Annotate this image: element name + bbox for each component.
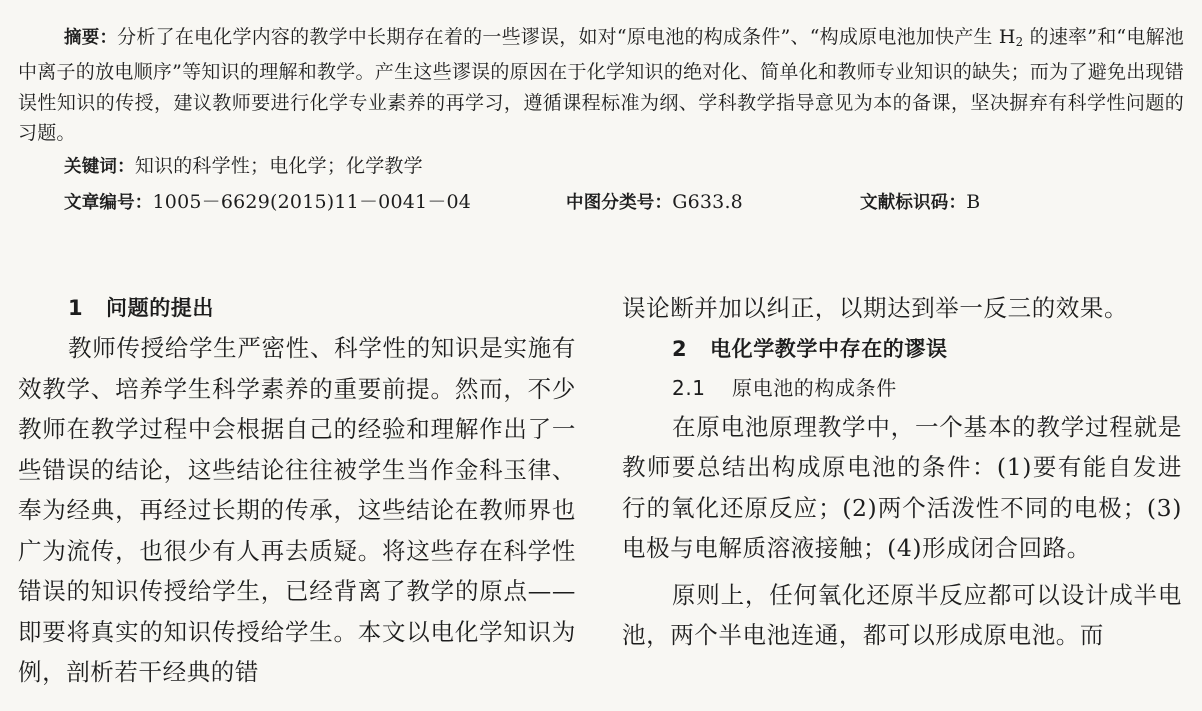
continuation-text: 误论断并加以纠正，以期达到举一反三的效果。 bbox=[622, 294, 1129, 322]
abstract-label: 摘要： bbox=[64, 28, 118, 48]
section-2-title: 电化学教学中存在的谬误 bbox=[710, 336, 948, 361]
section-1-number: 1 bbox=[68, 296, 84, 320]
section-2-number: 2 bbox=[672, 336, 688, 361]
clc-label: 中图分类号： bbox=[566, 192, 673, 213]
document-code bbox=[860, 184, 980, 221]
abstract-subscript: 2 bbox=[1015, 34, 1024, 49]
section-1-heading bbox=[18, 288, 576, 328]
subsection-2-1-heading bbox=[622, 369, 1182, 407]
section-1-title: 问题的提出 bbox=[106, 296, 214, 320]
subsection-2-1-paragraph-1: 在原电池原理教学中，一个基本的教学过程就是教师要总结出构成原电池的条件：(1)要有能自发进行的氧化还原反应；(2)两个活泼性不同的电极；(3)电极与电解质溶液接触；(4)形成闭合回路。 bbox=[622, 412, 1182, 562]
abstract-text-part2: 的速率”和“电解池中离子的放电顺序”等知识的理解和教学。产生这些谬误的原因在于化学知识的绝对化、简单化和教师专业知识的缺失；而为了避免出现错误性知识的传授，建议教师要进行化学专业素养的再学习，遵循课程标准为纲、学科教学指导意见为本的备课，坚决摒弃有科学性问题的习题。 bbox=[18, 26, 1185, 145]
article-number-value: 1005－6629(2015)11－0041－04 bbox=[152, 190, 472, 213]
keywords-line bbox=[18, 149, 1184, 184]
article-number-label: 文章编号： bbox=[64, 192, 153, 213]
subsection-2-1-title: 原电池的构成条件 bbox=[732, 375, 897, 400]
clc-number bbox=[566, 184, 743, 221]
abstract-text-part1: 分析了在电化学内容的教学中长期存在着的一些谬误，如对“原电池的构成条件”、“构成原电池加快产生 H bbox=[117, 26, 1016, 48]
keywords-text: 知识的科学性；电化学；化学教学 bbox=[134, 154, 423, 177]
subsection-2-1-paragraph-2: 原则上，任何氧化还原半反应都可以设计成半电池，两个半电池连通，都可以形成原电池。而 bbox=[622, 580, 1182, 649]
subsection-2-1-number: 2.1 bbox=[672, 375, 706, 400]
article-meta-line bbox=[18, 184, 1184, 220]
section-2-heading bbox=[622, 329, 1182, 369]
abstract-paragraph bbox=[18, 22, 1184, 149]
clc-value: G633.8 bbox=[672, 190, 743, 213]
article-number bbox=[64, 184, 471, 221]
document-code-label: 文献标识码： bbox=[860, 192, 967, 213]
section-1-paragraph: 教师传授给学生严密性、科学性的知识是实施有效教学、培养学生科学素养的重要前提。然而，不少教师在教学过程中会根据自己的经验和理解作出了一些错误的结论，这些结论往往被学生当作金科玉律、奉为经典，再经过长期的传承，这些结论在教师界也广为流传，也很少有人再去质疑。将这些存在科学性错误的知识传授给学生，已经背离了教学的原点——即要将真实的知识传授给学生。本文以电化学知识为例，剖析若干经典的错 bbox=[18, 334, 576, 686]
abstract-block bbox=[18, 22, 1184, 220]
keywords-label: 关键词： bbox=[64, 156, 135, 177]
document-code-value: B bbox=[966, 190, 981, 213]
left-column bbox=[18, 288, 576, 693]
right-column bbox=[622, 288, 1182, 656]
